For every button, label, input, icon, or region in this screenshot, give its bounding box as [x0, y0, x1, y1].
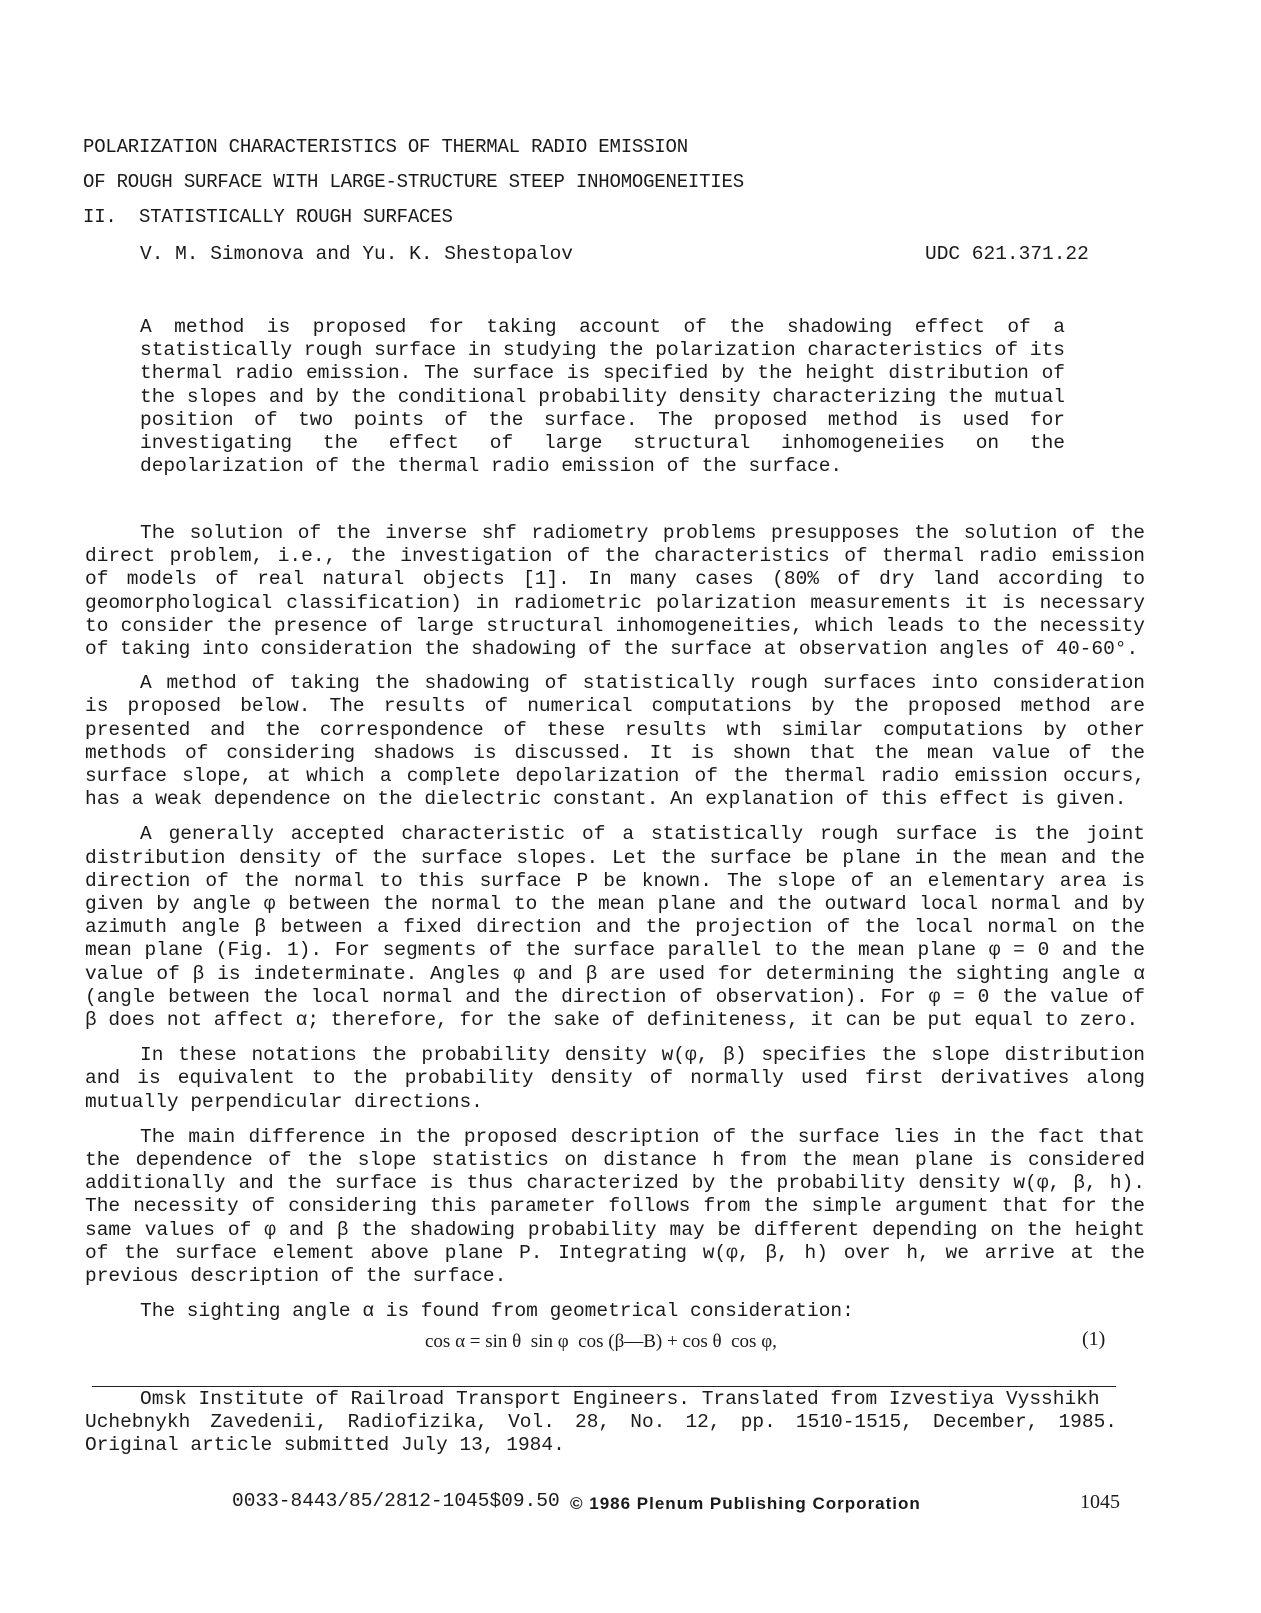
page-number: 1045 — [1080, 1491, 1120, 1513]
udc-code: UDC 621.371.22 — [925, 243, 1089, 265]
footnote — [85, 1388, 1117, 1458]
footnote-rest: Uchebnykh Zavedenii, Radiofizika, Vol. 28, No. 12, pp. 1510-1515, December, 1985. Original article submitted July 13, 1984. — [85, 1411, 1117, 1457]
article-code: 0033-8443/85/2812-1045$09.50 — [232, 1490, 560, 1512]
paragraph-2: A method of taking the shadowing of statistically rough surfaces into consideration is proposed below. The results of numerical computations by the proposed method are presented and the correspondence of these results wth similar computations by other methods of considering shadows is discussed. It is shown that the mean value of the surface slope, at which a complete depolarization of the thermal radio emission occurs, has a weak dependence on the dielectric constant. An explanation of this effect is given. — [85, 672, 1145, 811]
copyright: © 1986 Plenum Publishing Corporation — [570, 1494, 921, 1513]
paragraph-4: In these notations the probability density w(φ, β) specifies the slope distribution and is equivalent to the probability density of normally used first derivatives along mutually perpendicular directions. — [85, 1044, 1145, 1113]
paragraph-1: The solution of the inverse shf radiometry problems presupposes the solution of the direct problem, i.e., the investigation of the characteristics of thermal radio emission of models of real natural objects [1]. In many cases (80% of dry land according to geomorphological classification) in radiometric polarization measurements it is necessary to consider the presence of large structural inhomogeneities, which leads to the necessity of taking into consideration the shadowing of the surface at observation angles of 40-60°. — [85, 522, 1145, 661]
abstract: A method is proposed for taking account of the shadowing effect of a statistically rough surface in studying the polarization characteristics of its thermal radio emission. The surface is specified by the height distribution of the slopes and by the conditional probability density characterizing the mutual position of two points of the surface. The proposed method is used for investigating the effect of large structural inhomogeneiies on the depolarization of the thermal radio emission of the surface. — [140, 316, 1065, 478]
footnote-divider — [92, 1386, 1116, 1387]
body-text — [85, 522, 1145, 1336]
paragraph-3: A generally accepted characteristic of a statistically rough surface is the joint distribution density of the surface slopes. Let the surface be plane in the mean and the direction of the normal to this surface P be known. The slope of an elementary area is given by angle φ between the normal to the mean plane and the outward local normal and by azimuth angle β between a fixed direction and the projection of the local normal on the mean plane (Fig. 1). For segments of the surface parallel to the mean plane φ = 0 and the value of β is indeterminate. Angles φ and β are used for determining the sighting angle α (angle between the local normal and the direction of observation). For φ = 0 the value of β does not affect α; therefore, for the sake of definiteness, it can be put equal to zero. — [85, 823, 1145, 1032]
equation-1: cos α = sin θ sin φ cos (β—B) + cos θ cos φ, — [425, 1331, 777, 1352]
title-line-2: OF ROUGH SURFACE WITH LARGE-STRUCTURE STEEP INHOMOGENEITIES — [83, 171, 744, 193]
authors: V. M. Simonova and Yu. K. Shestopalov — [140, 243, 573, 265]
equation-number: (1) — [1082, 1328, 1106, 1350]
article-title — [83, 130, 744, 235]
title-line-1: POLARIZATION CHARACTERISTICS OF THERMAL RADIO EMISSION — [83, 136, 688, 158]
paragraph-6: The sighting angle α is found from geometrical consideration: — [140, 1300, 854, 1323]
paragraph-5: The main difference in the proposed description of the surface lies in the fact that the dependence of the slope statistics on distance h from the mean plane is considered additionally and the surface is thus characterized by the probability density w(φ, β, h). The necessity of considering this parameter follows from the simple argument that for the same values of φ and β the shadowing probability may be different depending on the height of the surface element above plane P. Integrating w(φ, β, h) over h, we arrive at the previous description of the surface. — [85, 1125, 1145, 1288]
footnote-line-1: Omsk Institute of Railroad Transport Engineers. Translated from Izvestiya Vysshikh — [140, 1388, 1100, 1410]
title-line-3: II. STATISTICALLY ROUGH SURFACES — [83, 206, 453, 228]
